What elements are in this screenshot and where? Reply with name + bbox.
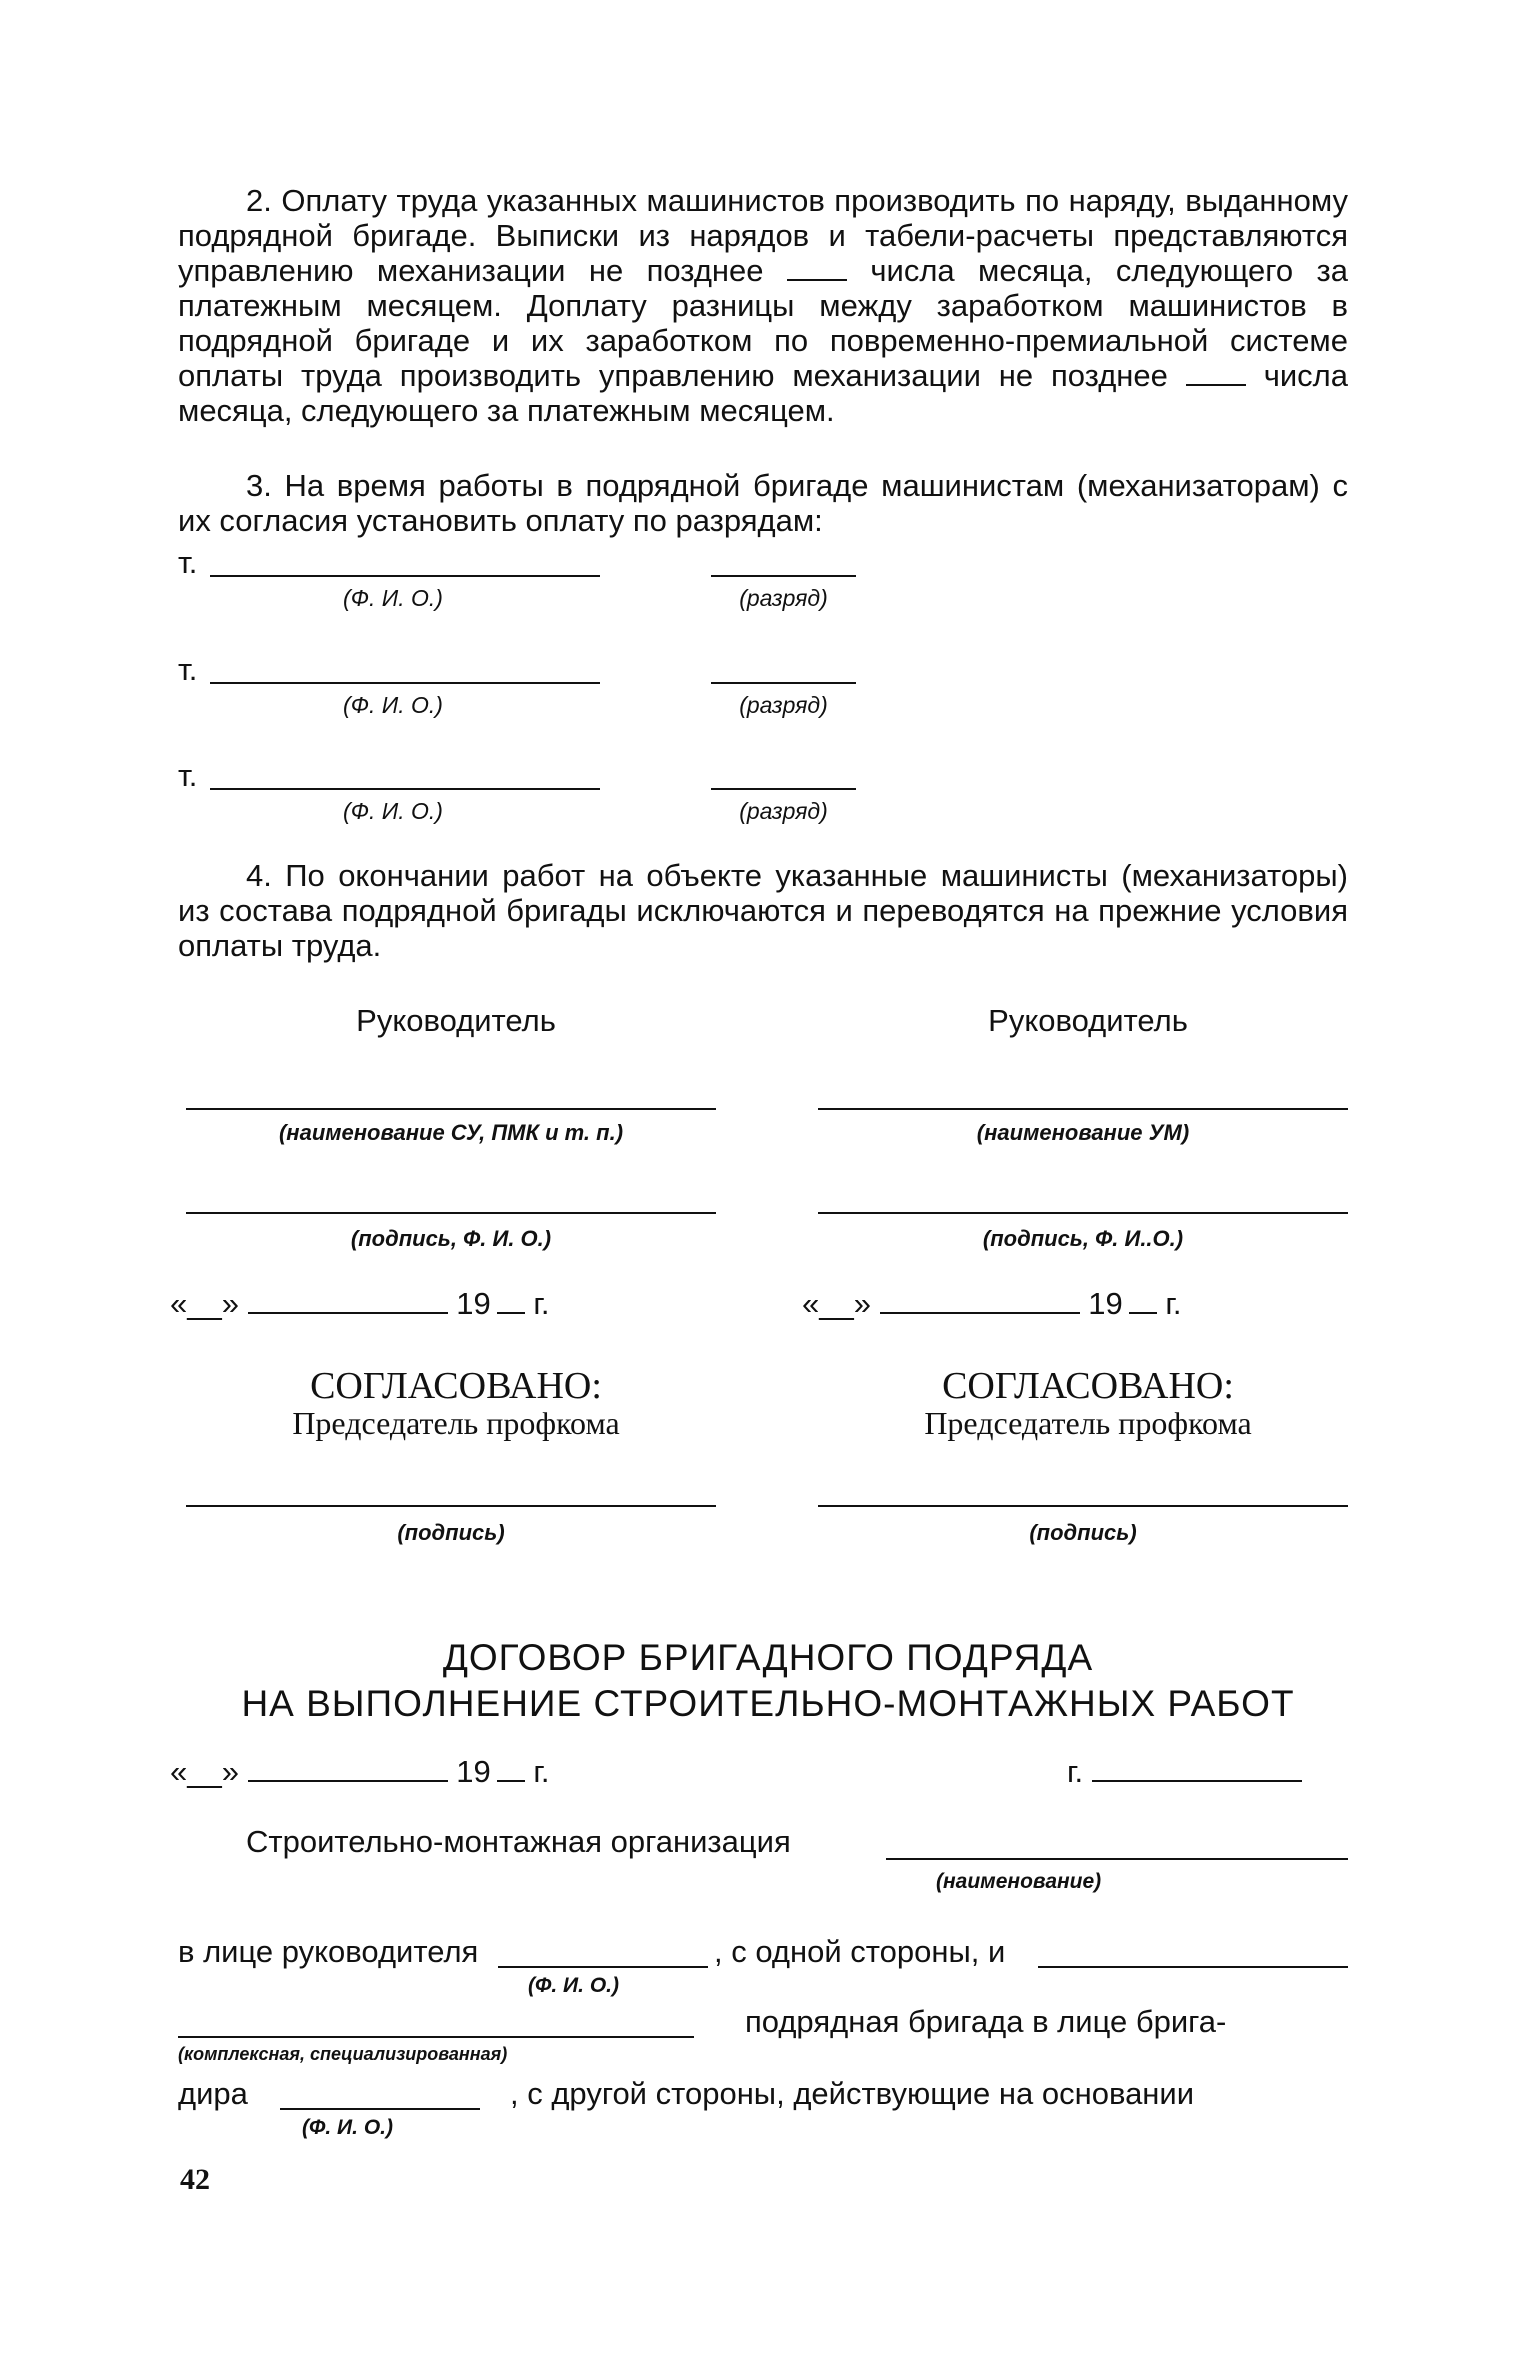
trainee-grade-line	[711, 788, 856, 790]
head-name-caption: (Ф. И. О.)	[528, 1974, 619, 1997]
org-name-line	[186, 1108, 716, 1110]
agreed-signature-caption: (подпись)	[1029, 1520, 1137, 1545]
head-label: Руководитель	[988, 1003, 1188, 1038]
foreman-name-line	[280, 2108, 480, 2110]
agreed-signature-line	[186, 1505, 716, 1507]
brigade-type-line	[178, 2036, 694, 2038]
blank-days-2	[1186, 358, 1246, 386]
date-day: «__»	[802, 1286, 871, 1321]
trainee-grade-caption: (разряд)	[739, 798, 828, 824]
trainee-prefix: т.	[178, 545, 198, 580]
trainee-name-caption: (Ф. И. О.)	[343, 798, 443, 824]
contract-city-prefix: г.	[1067, 1754, 1084, 1789]
contract-date-suffix: г.	[533, 1754, 550, 1789]
agreed-heading: СОГЛАСОВАНО:	[310, 1365, 602, 1407]
head-label: в лице руководителя	[178, 1934, 479, 1969]
trainee-grade-line	[711, 575, 856, 577]
date-year-line	[497, 1286, 525, 1314]
date-field	[170, 1286, 549, 1322]
brigade-type-caption: (комплексная, специализированная)	[178, 2044, 508, 2064]
paragraph-2-part-b: числа месяца, следующего за платежным месяцем. Доплату разницы между заработком машинистов в подрядной бригаде и их заработком по повременно-премиальной системе оплаты труда производить управлению механизации не позднее	[178, 253, 1348, 393]
org-name-caption: (наименование УМ)	[976, 1120, 1190, 1145]
chairman-label: Председатель профкома	[292, 1405, 620, 1441]
agreed-signature-caption: (подпись)	[397, 1520, 505, 1545]
contract-date-year: 19	[456, 1754, 491, 1789]
signature-line	[818, 1212, 1348, 1214]
brigade-text: подрядная бригада в лице брига-	[745, 2004, 1227, 2039]
one-side-text: , с одной стороны, и	[714, 1934, 1006, 1969]
org-name-caption: (наименование)	[936, 1870, 1102, 1893]
contract-date-field	[170, 1754, 549, 1790]
contract-date-month-line	[248, 1754, 448, 1782]
date-suffix: г.	[1165, 1286, 1182, 1321]
signature-caption: (подпись, Ф. И..О.)	[982, 1226, 1184, 1251]
contract-title-line-1: ДОГОВОР БРИГАДНОГО ПОДРЯДА	[442, 1637, 1094, 1678]
foreman-label: дира	[178, 2076, 248, 2111]
page-number: 42	[180, 2163, 210, 2196]
trainee-name-line	[210, 788, 600, 790]
date-year-line	[1129, 1286, 1157, 1314]
signature-caption: (подпись, Ф. И. О.)	[350, 1226, 552, 1251]
trainee-row	[178, 545, 828, 625]
org-name-caption: (наименование СУ, ПМК и т. п.)	[278, 1120, 624, 1145]
paragraph-2-part-c: числа месяца, следующего за платежным месяцем.	[178, 358, 1348, 428]
head-label: Руководитель	[356, 1003, 556, 1038]
trainee-name-caption: (Ф. И. О.)	[343, 585, 443, 611]
paragraph-4	[178, 858, 1348, 963]
other-side-text: , с другой стороны, действующие на основании	[510, 2076, 1195, 2111]
contract-city-line	[1092, 1754, 1302, 1782]
contract-date-year-line	[497, 1754, 525, 1782]
date-month-line	[248, 1286, 448, 1314]
paragraph-4-text: 4. По окончании работ на объекте указанные машинисты (механизаторы) из состава подрядной бригады исключаются и переводятся на прежние условия оплаты труда.	[178, 858, 1348, 963]
org-name-line	[886, 1858, 1348, 1860]
agreed-signature-line	[818, 1505, 1348, 1507]
trainee-grade-line	[711, 682, 856, 684]
paragraph-3	[178, 468, 1348, 538]
trainee-row	[178, 652, 828, 732]
trainee-grade-caption: (разряд)	[739, 585, 828, 611]
chairman-label: Председатель профкома	[924, 1405, 1252, 1441]
trainee-name-caption: (Ф. И. О.)	[343, 692, 443, 718]
foreman-name-caption: (Ф. И. О.)	[302, 2116, 393, 2139]
org-label: Строительно-монтажная организация	[246, 1824, 791, 1859]
date-year: 19	[456, 1286, 491, 1321]
agreed-heading: СОГЛАСОВАНО:	[942, 1365, 1234, 1407]
date-suffix: г.	[533, 1286, 550, 1321]
date-field	[802, 1286, 1181, 1322]
date-year: 19	[1088, 1286, 1123, 1321]
trainee-grade-caption: (разряд)	[739, 692, 828, 718]
date-day: «__»	[170, 1286, 239, 1321]
paragraph-3-text: 3. На время работы в подрядной бригаде машинистам (механизаторам) с их согласия установить оплату по разрядам:	[178, 468, 1348, 538]
trainee-name-line	[210, 575, 600, 577]
contract-date-day: «__»	[170, 1754, 239, 1789]
signature-line	[186, 1212, 716, 1214]
paragraph-2-part-a: 2. Оплату труда указанных машинистов производить по наряду, выданному подрядной бригаде. Выписки из нарядов и табели-расчеты представляются управлению механизации не позднее	[178, 183, 1348, 288]
trainee-prefix: т.	[178, 652, 198, 687]
paragraph-2	[178, 183, 1348, 428]
org-name-line	[818, 1108, 1348, 1110]
contract-city-field	[1067, 1754, 1302, 1790]
contract-title-line-2: НА ВЫПОЛНЕНИЕ СТРОИТЕЛЬНО-МОНТАЖНЫХ РАБОТ	[241, 1683, 1295, 1724]
second-party-line	[1038, 1966, 1348, 1968]
trainee-prefix: т.	[178, 758, 198, 793]
trainee-name-line	[210, 682, 600, 684]
date-month-line	[880, 1286, 1080, 1314]
trainee-row	[178, 758, 828, 838]
blank-days-1	[787, 253, 847, 281]
head-name-line	[498, 1966, 708, 1968]
